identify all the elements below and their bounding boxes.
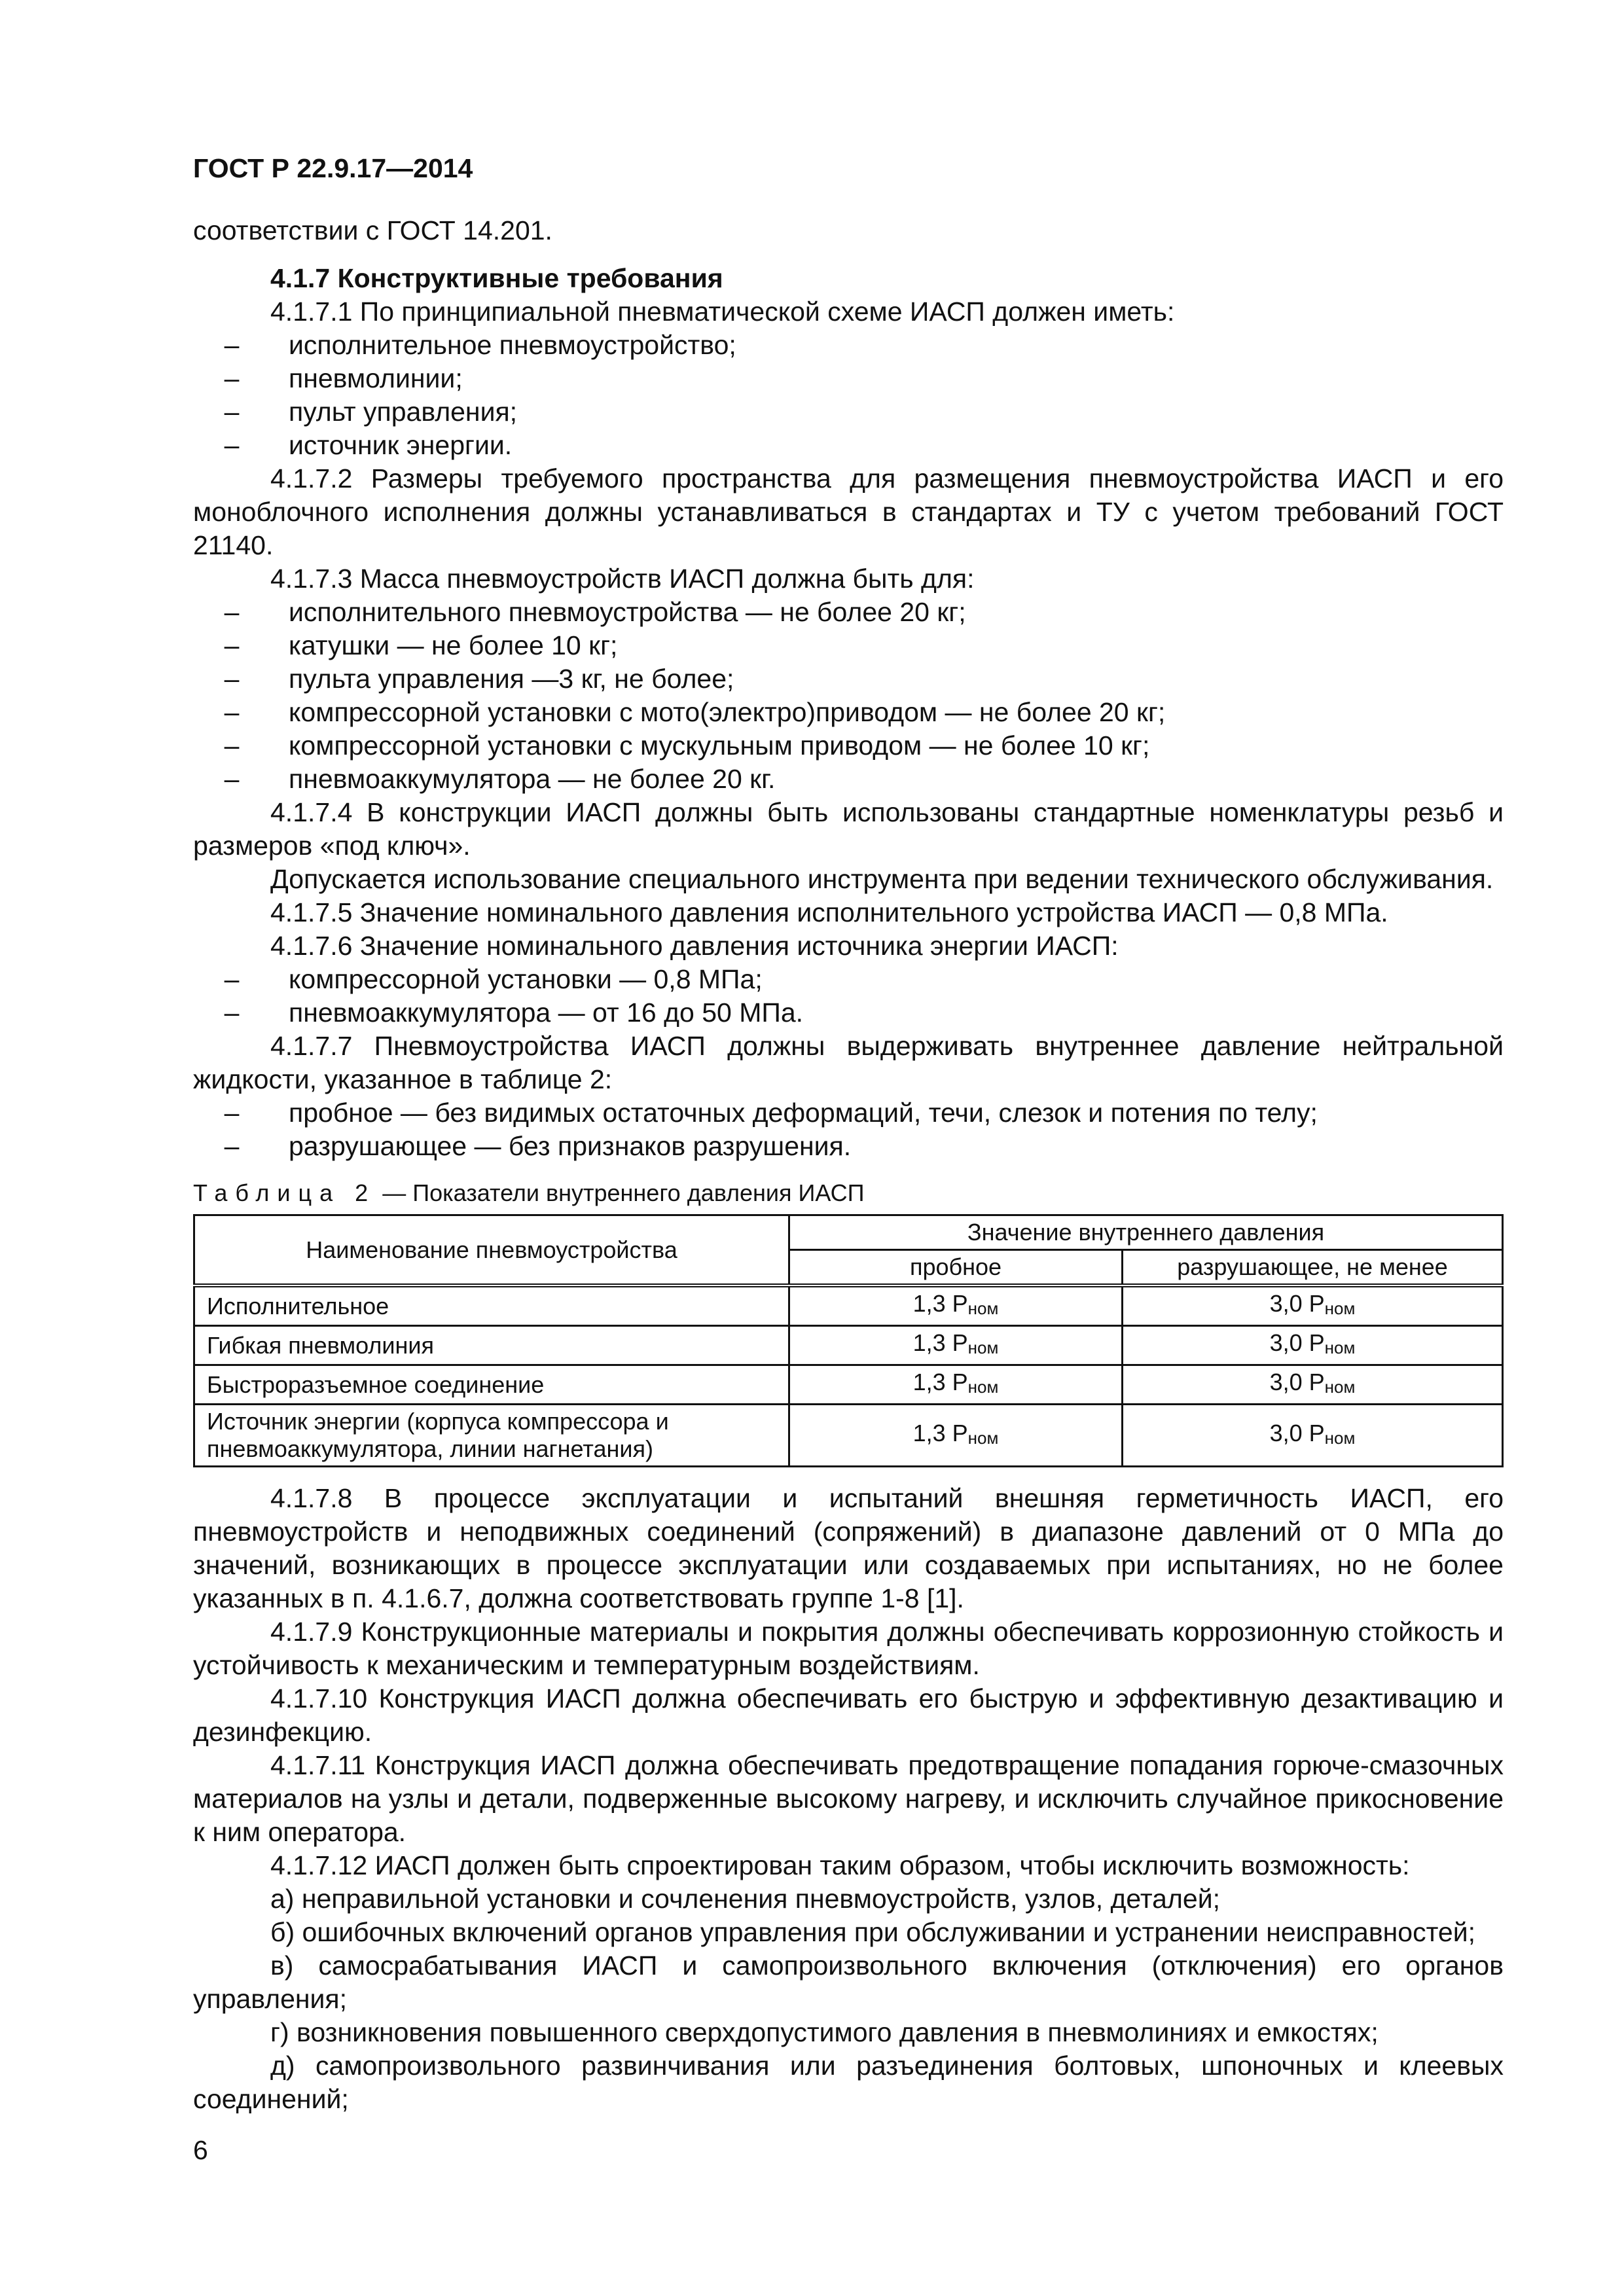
- list-dash-marker: –: [224, 330, 240, 360]
- device-name-cell: Источник энергии (корпуса компрессора и пневмоаккумулятора, линии нагнетания): [194, 1405, 789, 1467]
- test-pressure-cell: [789, 1365, 1123, 1405]
- text-body-before-table: [193, 214, 1504, 1163]
- pressure-subscript: ном: [967, 1338, 999, 1357]
- device-name-cell: Исполнительное: [194, 1285, 789, 1326]
- pressure-subscript: ном: [1324, 1338, 1356, 1357]
- pressure-value: 3,0 P: [1269, 1329, 1325, 1356]
- burst-pressure-cell: [1123, 1326, 1503, 1365]
- list-dash-marker: –: [224, 664, 240, 694]
- pressure-subscript: ном: [1324, 1299, 1356, 1318]
- burst-pressure-cell: [1123, 1285, 1503, 1326]
- test-pressure-cell: [789, 1285, 1123, 1326]
- list-item: [193, 762, 1504, 796]
- paragraph: Допускается использование специального инструмента при ведении технического обслуживания.: [270, 864, 1494, 894]
- list-item-text: пневмолинии;: [289, 363, 463, 393]
- list-item: [193, 662, 1504, 696]
- text-body-after-table: [193, 1482, 1504, 2116]
- list-dash-marker: –: [224, 1098, 240, 1128]
- burst-pressure-cell: [1123, 1405, 1503, 1467]
- list-dash-marker: –: [224, 697, 240, 727]
- paragraph: 4.1.7.10 Конструкция ИАСП должна обеспечивать его быструю и эффективную дезактивацию и дезинфекцию.: [193, 1683, 1504, 1747]
- pressure-subscript: ном: [967, 1377, 999, 1397]
- list-item: [193, 395, 1504, 429]
- list-item-text: компрессорной установки — 0,8 МПа;: [289, 964, 763, 994]
- list-dash-marker: –: [224, 764, 240, 794]
- list-dash-marker: –: [224, 997, 240, 1028]
- list-item-text: исполнительного пневмоустройства — не более 20 кг;: [289, 597, 966, 627]
- list-dash-marker: –: [224, 363, 240, 393]
- pressure-value: 1,3 P: [912, 1290, 968, 1317]
- paragraph: 4.1.7.6 Значение номинального давления источника энергии ИАСП:: [270, 931, 1119, 961]
- table-header-name: Наименование пневмоустройства: [194, 1215, 789, 1286]
- paragraph: д) самопроизвольного развинчивания или разъединения болтовых, шпоночных и клеевых соединений;: [193, 2051, 1504, 2114]
- page-number: 6: [193, 2135, 208, 2165]
- pressure-value: 3,0 P: [1269, 1290, 1325, 1317]
- list-dash-marker: –: [224, 597, 240, 627]
- list-item: [193, 696, 1504, 729]
- pressure-value: 1,3 P: [912, 1369, 968, 1395]
- paragraph: 4.1.7.9 Конструкционные материалы и покрытия должны обеспечивать коррозионную стойкость и устойчивость к механическим и температурным воздействиям.: [193, 1617, 1504, 1680]
- paragraph: 4.1.7.3 Масса пневмоустройств ИАСП должна быть для:: [270, 564, 975, 594]
- table-body: [194, 1285, 1503, 1467]
- paragraph: 4.1.7.2 Размеры требуемого пространства для размещения пневмоустройства ИАСП и его моноблочного исполнения должны устанавливаться в стандартах и ТУ с учетом требований ГОСТ 21140.: [193, 463, 1504, 560]
- list-item: [193, 729, 1504, 762]
- list-item-text: компрессорной установки с мото(электро)приводом — не более 20 кг;: [289, 697, 1166, 727]
- table-header-burst: разрушающее, не менее: [1123, 1250, 1503, 1286]
- table-header-group: Значение внутреннего давления: [789, 1215, 1503, 1250]
- list-item-text: разрушающее — без признаков разрушения.: [289, 1131, 852, 1161]
- list-item: [193, 362, 1504, 395]
- table-caption: [193, 1177, 1504, 1209]
- list-item: [193, 629, 1504, 662]
- test-pressure-cell: [789, 1326, 1123, 1365]
- table-row: [194, 1405, 1503, 1467]
- table-caption-word: Таблица 2: [193, 1179, 376, 1206]
- list-item-text: катушки — не более 10 кг;: [289, 630, 618, 660]
- pressure-value: 3,0 P: [1269, 1419, 1325, 1446]
- list-item-text: компрессорной установки с мускульным приводом — не более 10 кг;: [289, 730, 1150, 761]
- paragraph: а) неправильной установки и сочленения пневмоустройств, узлов, деталей;: [270, 1884, 1220, 1914]
- table-row: [194, 1365, 1503, 1405]
- list-item-text: пульта управления —3 кг, не более;: [289, 664, 734, 694]
- list-item-text: пневмоаккумулятора — от 16 до 50 МПа.: [289, 997, 804, 1028]
- paragraph: б) ошибочных включений органов управления при обслуживании и устранении неисправностей;: [270, 1917, 1475, 1947]
- list-dash-marker: –: [224, 730, 240, 761]
- table-caption-title: — Показатели внутреннего давления ИАСП: [376, 1179, 865, 1206]
- pressure-value: 1,3 P: [912, 1329, 968, 1356]
- pressure-table: [193, 1214, 1504, 1467]
- list-item: [193, 596, 1504, 629]
- list-dash-marker: –: [224, 430, 240, 460]
- list-item: [193, 429, 1504, 462]
- device-name-cell: Гибкая пневмолиния: [194, 1326, 789, 1365]
- pressure-value: 1,3 P: [912, 1419, 968, 1446]
- paragraph: 4.1.7.1 По принципиальной пневматической схеме ИАСП должен иметь:: [270, 296, 1175, 327]
- paragraph: в) самосрабатывания ИАСП и самопроизвольного включения (отключения) его органов управления;: [193, 1950, 1504, 2014]
- list-item-text: исполнительное пневмоустройство;: [289, 330, 736, 360]
- paragraph: г) возникновения повышенного сверхдопустимого давления в пневмолиниях и емкостях;: [270, 2017, 1379, 2047]
- table-header-test: пробное: [789, 1250, 1123, 1286]
- list-dash-marker: –: [224, 964, 240, 994]
- section-heading: 4.1.7 Конструктивные требования: [270, 263, 723, 293]
- list-dash-marker: –: [224, 630, 240, 660]
- paragraph: соответствии с ГОСТ 14.201.: [193, 215, 552, 245]
- pressure-value: 3,0 P: [1269, 1369, 1325, 1395]
- pressure-subscript: ном: [967, 1427, 999, 1448]
- list-item-text: пневмоаккумулятора — не более 20 кг.: [289, 764, 776, 794]
- paragraph: 4.1.7.12 ИАСП должен быть спроектирован таким образом, чтобы исключить возможность:: [270, 1850, 1410, 1880]
- list-item-text: источник энергии.: [289, 430, 513, 460]
- list-item: [193, 1096, 1504, 1130]
- list-dash-marker: –: [224, 1131, 240, 1161]
- list-item: [193, 996, 1504, 1030]
- list-item: [193, 1130, 1504, 1163]
- list-item-text: пробное — без видимых остаточных деформаций, течи, слезок и потения по телу;: [289, 1098, 1318, 1128]
- list-dash-marker: –: [224, 397, 240, 427]
- pressure-subscript: ном: [1324, 1427, 1356, 1448]
- table-row: [194, 1285, 1503, 1326]
- document-header: ГОСТ Р 22.9.17—2014: [193, 153, 473, 183]
- paragraph: 4.1.7.8 В процессе эксплуатации и испытаний внешняя герметичность ИАСП, его пневмоустройств и неподвижных соединений (сопряжений) в диапазоне давлений от 0 МПа до значений, возникающих в процессе эксплуатации или создаваемых при испытаниях, но не более указанных в п. 4.1.6.7, должна соответствовать группе 1-8 [1].: [193, 1483, 1504, 1613]
- device-name-cell: Быстроразъемное соединение: [194, 1365, 789, 1405]
- list-item-text: пульт управления;: [289, 397, 518, 427]
- page-content: [193, 152, 1504, 2116]
- pressure-subscript: ном: [1324, 1377, 1356, 1397]
- table-row: [194, 1326, 1503, 1365]
- test-pressure-cell: [789, 1405, 1123, 1467]
- paragraph: 4.1.7.5 Значение номинального давления исполнительного устройства ИАСП — 0,8 МПа.: [270, 897, 1388, 927]
- burst-pressure-cell: [1123, 1365, 1503, 1405]
- list-item: [193, 329, 1504, 362]
- pressure-subscript: ном: [967, 1299, 999, 1318]
- paragraph: 4.1.7.11 Конструкция ИАСП должна обеспечивать предотвращение попадания горюче-смазочных материалов на узлы и детали, подверженные высокому нагреву, и исключить случайное прикосновение к ним оператора.: [193, 1750, 1504, 1847]
- paragraph: 4.1.7.4 В конструкции ИАСП должны быть использованы стандартные номенклатуры резьб и размеров «под ключ».: [193, 797, 1504, 861]
- paragraph: 4.1.7.7 Пневмоустройства ИАСП должны выдерживать внутреннее давление нейтральной жидкости, указанное в таблице 2:: [193, 1031, 1504, 1094]
- list-item: [193, 963, 1504, 996]
